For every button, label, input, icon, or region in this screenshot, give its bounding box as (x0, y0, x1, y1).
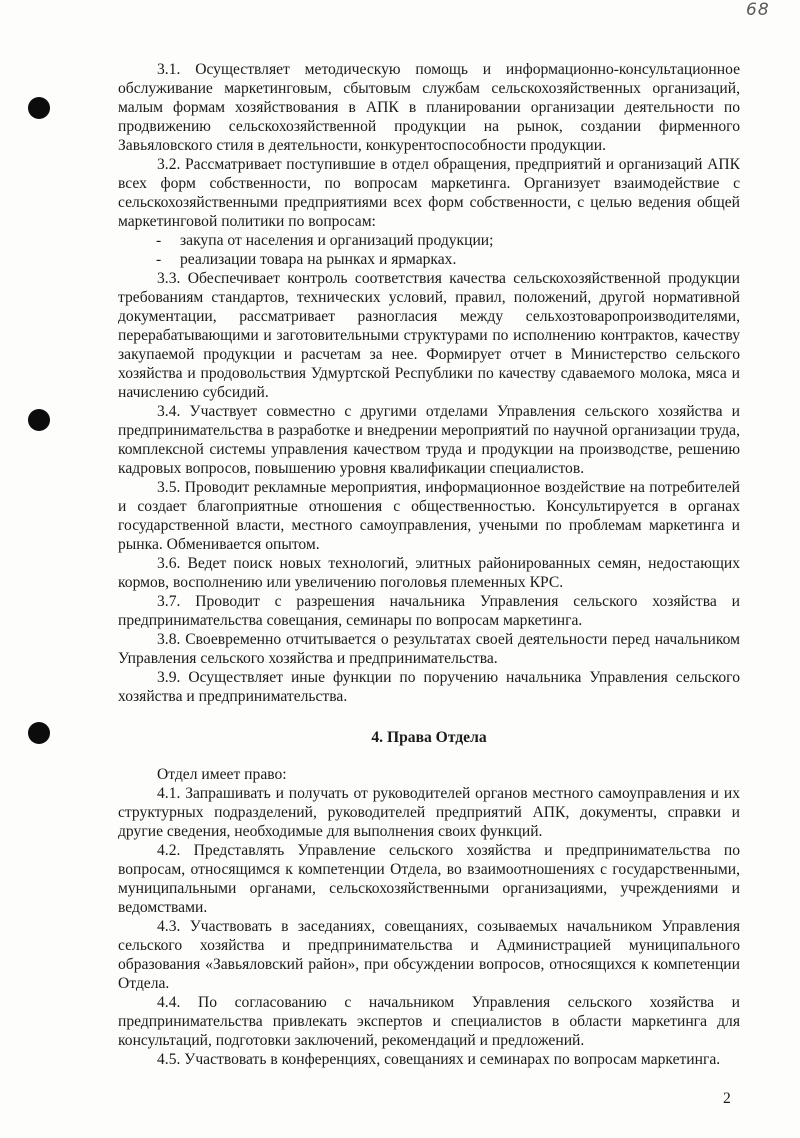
paragraph-3-9: 3.9. Осуществляет иные функции по поручению начальника Управления сельского хозяйства и предпринимательства. (118, 669, 740, 705)
paragraph-4-2: 4.2. Представлять Управление сельского хозяйства и предпринимательства по вопросам, относящимся к компетенции Отдела, во взаимоотношениях с государственными, муниципальными органами, сельскохозяйственными организациями, учреждениями и ведомствами. (118, 842, 740, 916)
paragraph-4-4: 4.4. По согласованию с начальником Управления сельского хозяйства и предпринимательства привлекать экспертов и специалистов в области маркетинга для консультаций, подготовки заключений, рекомендаций и предложений. (118, 994, 740, 1049)
page-number: 2 (723, 1090, 731, 1107)
paragraph-3-8: 3.8. Своевременно отчитывается о результатах своей деятельности перед начальником Управления сельского хозяйства и предпринимательства. (118, 631, 740, 667)
paragraph-3-2: 3.2. Рассматривает поступившие в отдел обращения, предприятий и организаций АПК всех форм собственности, по вопросам маркетинга. Организует взаимодействие с сельскохозяйственными предприятиями всех форм собственности, с целью ведения общей маркетинговой политики по вопросам: (118, 156, 740, 230)
paragraph-4-1: 4.1. Запрашивать и получать от руководителей органов местного самоуправления и их структурных подразделений, руководителей предприятий АПК, документы, справки и другие сведения, необходимые для выполнения своих функций. (118, 785, 740, 840)
paragraph-3-7: 3.7. Проводит с разрешения начальника Управления сельского хозяйства и предпринимательства совещания, семинары по вопросам маркетинга. (118, 593, 740, 629)
paragraph-4-3: 4.3. Участвовать в заседаниях, совещаниях, созываемых начальником Управления сельского хозяйства и предпринимательства и Администрацией муниципального образования «Завьяловский район», при обсуждении вопросов, относящихся к компетенции Отдела. (118, 918, 740, 992)
section-title: 4. Права Отдела (371, 729, 487, 746)
punch-hole-top (28, 97, 50, 119)
paragraph-3-4: 3.4. Участвует совместно с другими отделами Управления сельского хозяйства и предпринимательства в разработке и внедрении мероприятий по научной организации труда, комплексной системы управления качеством труда и продукции на производстве, решению кадровых вопросов, повышению уровня квалификации специалистов. (118, 403, 740, 477)
list-item-text: реализации товара на рынках и ярмарках. (180, 251, 457, 268)
list-item (118, 231, 740, 250)
list-dash: - (156, 251, 162, 268)
paragraph-3-3: 3.3. Обеспечивает контроль соответствия качества сельскохозяйственной продукции требованиям стандартов, технических условий, правил, положений, другой нормативной документации, рассматривает разногласия между сельхозтоваропроизводителями, перерабатывающими и заготовительными структурами по исполнению контрактов, качеству закупаемой продукции и расчетам за нее. Формирует отчет в Министерство сельского хозяйства и продовольствия Удмуртской Республики по качеству сдаваемого молока, мяса и начислению субсидий. (118, 270, 740, 401)
list-item (118, 250, 740, 269)
list-item-text: закупа от населения и организаций продукции; (180, 232, 494, 249)
paragraph-3-5: 3.5. Проводит рекламные мероприятия, информационное воздействие на потребителей и создает благоприятные отношения с общественностью. Консультируется в органах государственной власти, местного самоуправления, учеными по проблемам маркетинга и рынка. Обменивается опытом. (118, 479, 740, 553)
section-intro: Отдел имеет право: (157, 766, 287, 783)
punch-hole-middle (28, 409, 50, 431)
document-body (118, 60, 740, 1069)
list-dash: - (156, 232, 162, 249)
paragraph-3-1: 3.1. Осуществляет методическую помощь и информационно-консультационное обслуживание маркетинговым, сбытовым службам сельскохозяйственных организаций, малым формам хозяйствования в АПК в планировании организации деятельности по продвижению сельскохозяйственной продукции на рынок, создании фирменного Завьяловского стиля в деятельности, конкурентоспособности продукции. (118, 61, 740, 154)
punch-hole-lower (28, 722, 50, 744)
paragraph-4-5: 4.5. Участвовать в конференциях, совещаниях и семинарах по вопросам маркетинга. (157, 1051, 721, 1068)
handwritten-page-mark: 68 (746, 0, 770, 20)
paragraph-3-6: 3.6. Ведет поиск новых технологий, элитных районированных семян, недостающих кормов, восполнению или увеличению поголовья племенных КРС. (118, 555, 740, 591)
